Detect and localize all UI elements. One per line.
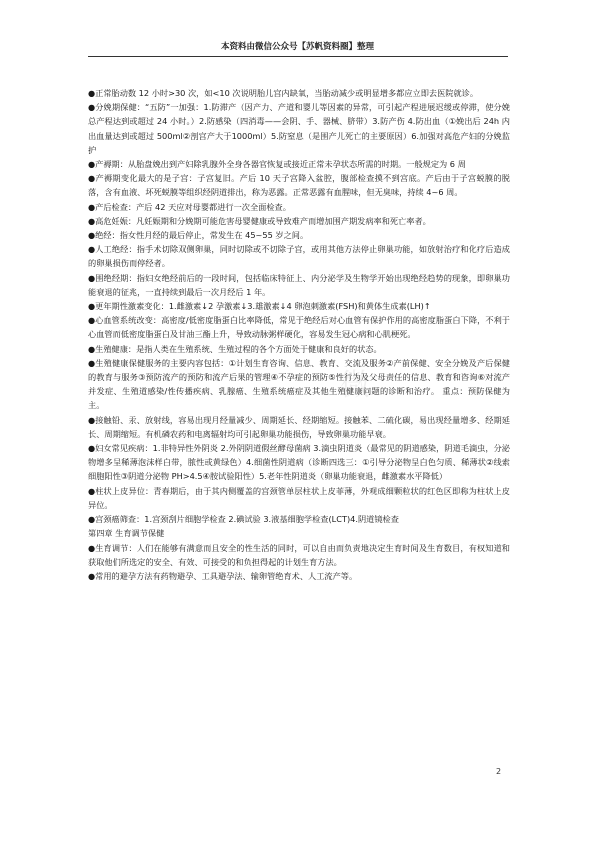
paragraph-postpartum-check: ●产后检查：产后 42 天应对母婴都进行一次全面检查。	[88, 201, 291, 212]
paragraph-reproductive-health: ●生殖健康：是指人类在生殖系统、生殖过程的各个方面处于健康和良好的状态。	[88, 343, 382, 354]
paragraph-menopause: ●绝经：指女性月经的最后停止，常发生在 45~55 岁之间。	[88, 230, 309, 241]
paragraph-uterus-change: ●产褥期变化最大的是子宫：子宫复旧。产后 10 天子宫降入盆腔，腹部检查摸不到宫底。产后由于子宫蜕膜的脱落，含有血液、坏死蜕膜等组织经阴道排出，称为恶露。正常恶露有血腥味，但无臭味，持续 4~6 周。	[88, 173, 510, 198]
watermark: 微	[340, 368, 374, 403]
header-divider	[88, 56, 508, 57]
chapter-heading: 第四章 生育调节保健	[88, 528, 165, 539]
paragraph-toxic-exposure: ●接触铅、汞、放射线，容易出现月经量减少、周期延长、经期缩短。接触苯、二硫化碳，易出现经量增多、经期延长、周期缩短。有机磷农药和电离辐射均可引起卵巢功能损伤，导致卵巢功能早衰。	[88, 414, 510, 439]
paragraph-puerperium: ●产褥期：从胎盘娩出到产妇除乳腺外全身各器官恢复或接近正常未孕状态所需的时期。一般规定为 6 周	[88, 159, 466, 170]
paragraph-cardiovascular: ●心血管系统改变：高密度/低密度脂蛋白比率降低，常见于绝经后对心血管有保护作用的高密度脂蛋白下降，不利于心血管而低密度脂蛋白及甘油三酯上升，导致动脉粥样硬化，容易发生冠心病和心肌梗死。	[88, 315, 510, 340]
paragraph-high-risk-pregnancy: ●高危妊娠：凡妊娠期和分娩期可能危害母婴健康或导致难产而增加围产期发病率和死亡率者。	[88, 215, 431, 226]
paragraph-health-services: ●生殖健康保健服务的主要内容包括：①计划生育咨询、信息、教育、交流及服务②产前保健、安全分娩及产后保健的教育与服务③预防流产的预防和流产后果的管理④不孕症的预防⑤性行为及父母责任的信息、教育和咨询⑥对流产并发症、生殖道感染/性传播疾病、乳腺癌、生殖系统癌症及其他生殖健康问题的诊断和治疗。 重点：预防保健为主。	[88, 357, 510, 411]
paragraph-artificial-menopause: ●人工绝经：指手术切除双侧卵巢，同时切除或不切除子宫，或用其他方法停止卵巢功能，如放射治疗和化疗后造成的卵巢损伤而停经者。	[88, 244, 510, 269]
paragraph-fertility-regulation: ●生育调节：人们在能够有满意而且安全的性生活的同时，可以自由而负责地决定生育时间及生育数目，有权知道和获取他们所选定的安全、有效、可接受的和负担得起的计划生育方法。	[88, 542, 510, 567]
paragraph-fetal-movement: ●正常胎动数 12 小时>30 次，如<10 次说明胎儿宫内缺氧，当胎动减少或明显增多都应立即去医院就诊。	[88, 88, 479, 98]
page-header: 本资料由微信公众号【苏帆资料圈】整理	[220, 42, 374, 52]
document-body	[88, 86, 510, 583]
paragraph-contraception-methods: ●常用的避孕方法有药物避孕、工具避孕法、输卵管绝育术、人工流产等。	[88, 570, 358, 581]
paragraph-perimenopause: ●围绝经期：指妇女绝经前后的一段时间，包括临床特征上、内分泌学及生物学开始出现绝经趋势的现象，即卵巢功能衰退的征兆，一直持续到最后一次月经后 1 年。	[88, 272, 510, 297]
paragraph-common-diseases: ●妇女常见疾病：1.非特异性外阴炎 2.外阴阴道假丝酵母菌病 3.滴虫阴道炎（最常见的阴道感染，阴道毛滴虫，分泌物增多呈稀薄泡沫样白带，脓性或黄绿色）4.细菌性阴道病（诊断四选三：①引导分泌物呈白色匀质、稀薄状②线索细胞阳性③阴道分泌物 PH>4.5④胺试验阳性）5.老年性阴道炎（卵巢功能衰退，雌激素水平降低）	[88, 443, 510, 482]
paragraph-columnar-ectopy: ●柱状上皮异位：青春期后，由于其内侧覆盖的宫颈管单层柱状上皮菲薄，外观成细颗粒状的红色区即称为柱状上皮异位。	[88, 485, 510, 510]
paragraph-cervical-screening: ●宫颈癌筛查：1.宫颈刮片细胞学检查 2.碘试验 3.液基细胞学检查(LCT)4.阴道镜检查	[88, 514, 399, 525]
paragraph-delivery-care: ●分娩期保健：“五防”一加强：1.防滞产（因产力、产道和婴儿等因素的异常，可引起产程进展迟缓或停滞，使分娩总产程达到或超过 24 小时。）2.防感染（四消毒——会阴、手、器械、脐带）3.防产伤 4.防出血（①娩出后 24h 内出血量达到或超过 500ml②剖宫产大于1000ml）5.防窒息（是围产儿死亡的主要原因）6.加强对高危产妇的分娩监护	[88, 102, 510, 155]
paragraph-hormone-changes: ●更年期性激素变化：1.雌激素↓2 孕激素↓3.雄激素↓4 卵泡刺激素(FSH)和黄体生成素(LH)↑	[88, 301, 431, 312]
page-number: 2	[496, 767, 502, 776]
